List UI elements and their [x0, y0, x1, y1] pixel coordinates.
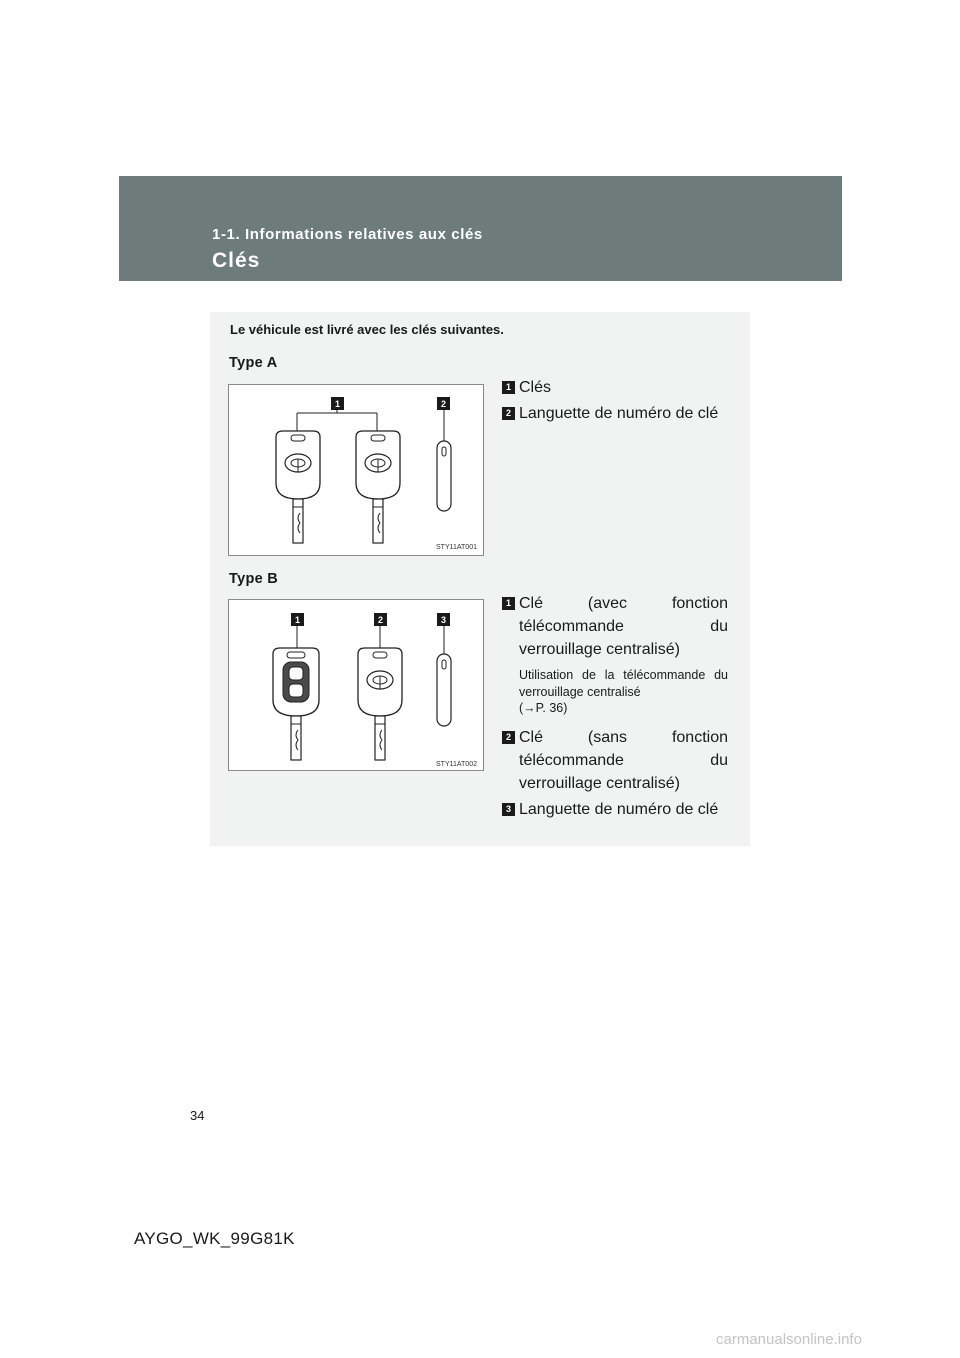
remote-key-icon — [273, 648, 319, 760]
callout-2 — [437, 397, 450, 410]
type-b-legend — [502, 592, 728, 821]
page-title: Clés — [212, 249, 261, 272]
callout-1 — [331, 397, 344, 410]
page-number: 34 — [190, 1108, 205, 1123]
callout-1 — [291, 613, 304, 626]
svg-text:2: 2 — [377, 615, 384, 625]
number-tag-icon — [437, 654, 451, 726]
callout-2 — [374, 613, 387, 626]
page-reference-link[interactable]: (→P. 36) — [519, 701, 568, 715]
key-icon — [358, 648, 402, 760]
number-tag-icon — [437, 441, 451, 511]
svg-text:1: 1 — [334, 399, 341, 409]
svg-text:2: 2 — [440, 399, 447, 409]
legend-item: 2 Clé (sans fonction télécommande du verrouillage centralisé) — [502, 726, 728, 795]
legend-item: 3 Languette de numéro de clé — [502, 798, 728, 821]
callout-3 — [437, 613, 450, 626]
key-right-icon — [356, 431, 400, 543]
section-header — [119, 176, 842, 281]
type-a-heading: Type A — [229, 355, 278, 371]
document-code: AYGO_WK_99G81K — [134, 1229, 295, 1248]
svg-text:3: 3 — [440, 615, 447, 625]
content-box — [210, 312, 750, 846]
key-left-icon — [276, 431, 320, 543]
legend-item: 1 Clé (avec fonction télécommande du verrouillage centralisé) — [502, 592, 728, 661]
watermark: carmanualsonline.info — [716, 1331, 862, 1348]
figure-code: STY11AT001 — [436, 544, 477, 551]
type-b-figure — [228, 599, 484, 771]
remote-note: Utilisation de la télécommande du verrouillage centralisé (→P. 36) — [519, 668, 728, 715]
svg-text:1: 1 — [294, 615, 301, 625]
legend-item: 1 Clés — [502, 376, 728, 399]
type-a-legend — [502, 376, 728, 425]
intro-text: Le véhicule est livré avec les clés suivantes. — [230, 322, 504, 337]
legend-item: 2 Languette de numéro de clé — [502, 402, 728, 425]
figure-code: STY11AT002 — [436, 761, 477, 768]
type-a-figure — [228, 384, 484, 556]
type-b-heading: Type B — [229, 571, 279, 587]
section-label: 1-1. Informations relatives aux clés — [212, 226, 483, 243]
